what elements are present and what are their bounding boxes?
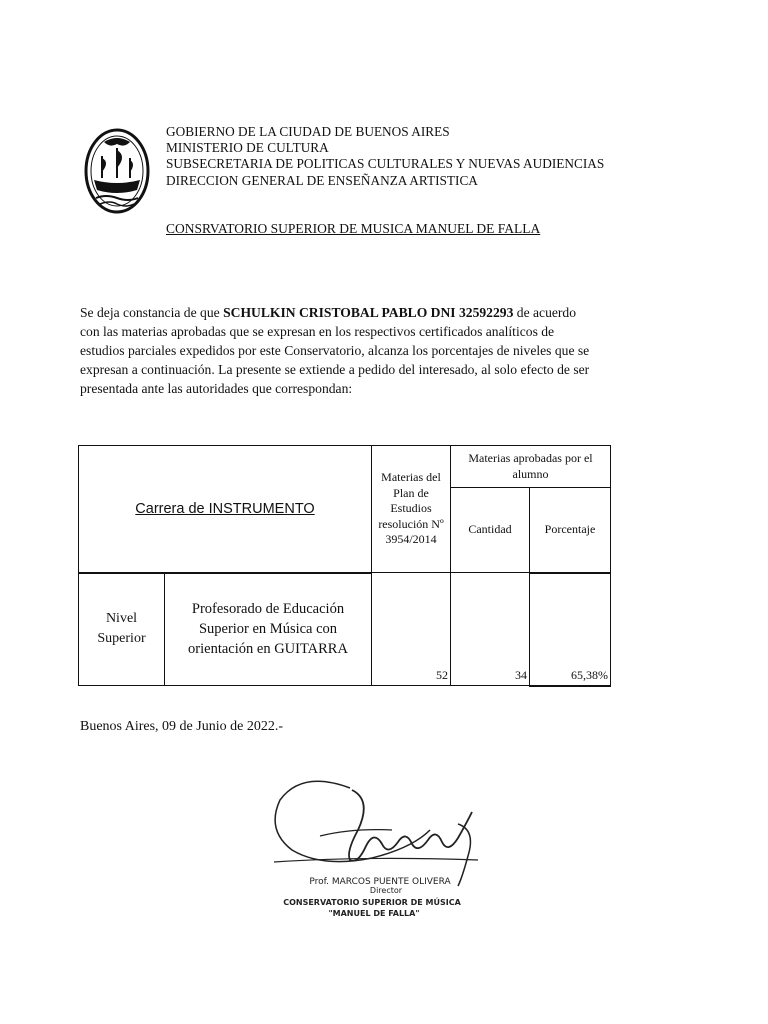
- city-seal-logo: [84, 128, 150, 214]
- materias-aprobadas-header: [451, 446, 611, 488]
- materias-value: 52: [372, 573, 451, 686]
- statement-line-5: presentada ante las autoridades que correspondan:: [80, 381, 353, 396]
- grades-table: [78, 445, 611, 687]
- student-name: SCHULKIN CRISTOBAL PABLO DNI 32592293: [223, 305, 514, 320]
- header-line-ministry: MINISTERIO DE CULTURA: [166, 140, 329, 156]
- profesorado-cell: [165, 573, 372, 686]
- header-line-direction: DIRECCION GENERAL DE ENSEÑANZA ARTISTICA: [166, 172, 478, 188]
- materias-plan-header: [372, 446, 451, 573]
- statement-paragraph: [80, 303, 610, 398]
- porcentaje-value: 65,38%: [530, 573, 611, 686]
- nivel-line-1: Nivel: [105, 611, 138, 627]
- profesorado-line-2: Superior en Música con: [198, 621, 338, 638]
- profesorado-line-1: Profesorado de Educación: [191, 601, 345, 618]
- header-line-government: GOBIERNO DE LA CIUDAD DE BUENOS AIRES: [166, 124, 450, 139]
- nivel-cell: [79, 573, 165, 686]
- director-signature-stamp: [262, 760, 496, 930]
- signature-title: Director: [369, 886, 403, 895]
- carrera-header-cell: [79, 446, 372, 573]
- header-block: [166, 124, 604, 189]
- materias-plan-label: Materias del Plan de Estudios resolución Nº 3954/2014: [378, 470, 444, 547]
- porcentaje-header: Porcentaje: [530, 488, 611, 573]
- statement-line-3: estudios parciales expedidos por este Conservatorio, alcanza los porcentajes de niveles que se: [80, 343, 590, 358]
- statement-line-4: expresan a continuación. La presente se extiende a pedido del interesado, al solo efecto de ser: [80, 362, 590, 377]
- nivel-line-2: Superior: [97, 631, 146, 647]
- header-line-undersecretariat: SUBSECRETARIA DE POLITICAS CULTURALES Y NUEVAS AUDIENCIAS: [166, 156, 605, 172]
- carrera-title: Carrera de INSTRUMENTO: [135, 500, 315, 517]
- statement-line-2: con las materias aprobadas que se expresan en los respectivos certificados analíticos de: [80, 324, 555, 339]
- date-line: Buenos Aires, 09 de Junio de 2022.-: [80, 719, 283, 734]
- profesorado-line-3: orientación en GUITARRA: [188, 641, 348, 658]
- cantidad-header: Cantidad: [451, 488, 530, 573]
- statement-prefix: Se deja constancia de que: [80, 305, 224, 320]
- signature-institution-line-2: "MANUEL DE FALLA": [328, 909, 420, 918]
- institution-title: CONSRVATORIO SUPERIOR DE MUSICA MANUEL DE FALLA: [166, 221, 541, 236]
- signature-institution-line-1: CONSERVATORIO SUPERIOR DE MÚSICA: [283, 898, 461, 907]
- materias-aprobadas-label: Materias aprobadas por el alumno: [468, 451, 593, 481]
- statement-suffix: de acuerdo: [513, 305, 577, 320]
- signature-name: Prof. MARCOS PUENTE OLIVERA: [309, 877, 451, 887]
- cantidad-value: 34: [451, 573, 530, 686]
